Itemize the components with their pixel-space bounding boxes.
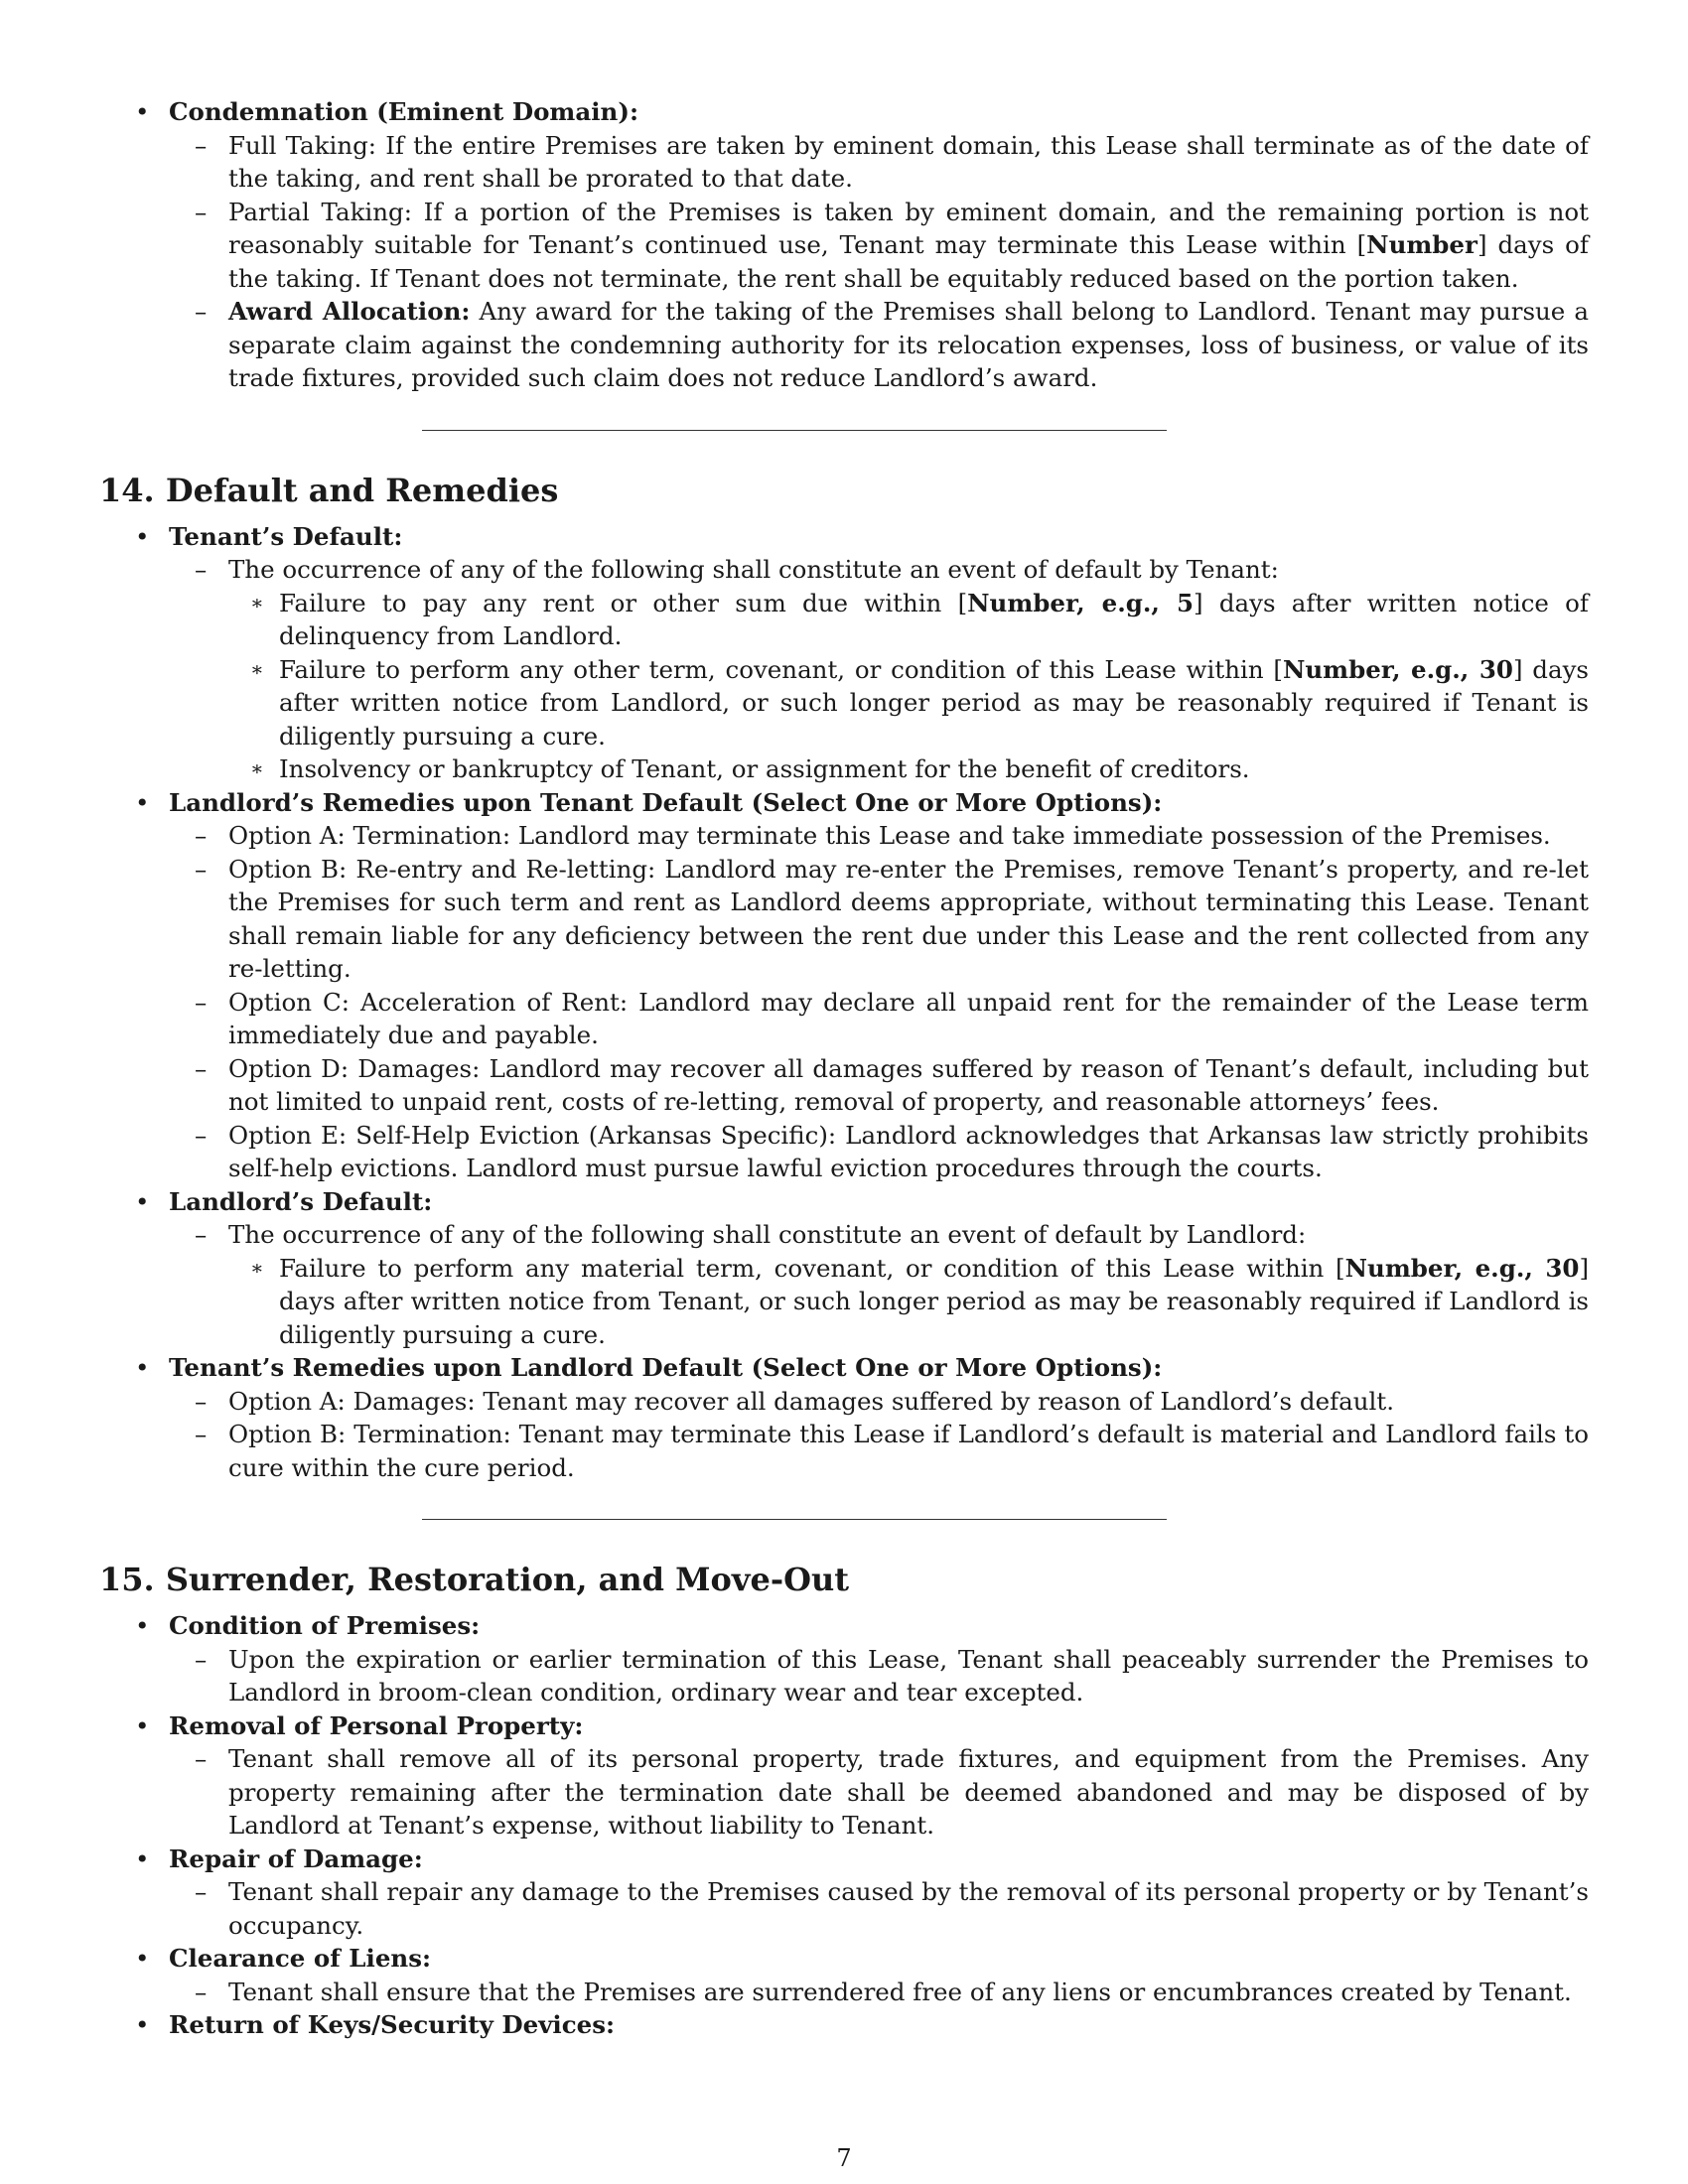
condition-text: ] days after written notice from Landlord, or such longer period as may be reasonably required if Tenant is diligently pursuing a cure. — [279, 654, 1589, 751]
star-mark: ∗ — [250, 1255, 264, 1280]
removal-of-property-text: Tenant shall remove all of its personal property, trade fixtures, and equipment from the Premises. Any property remaining after the termination date shall be deemed abandoned and may be disposed of by Landlord at Tenant’s expense, without liability to Tenant. — [228, 1744, 1589, 1840]
bullet-mark: • — [135, 1186, 150, 1216]
landlord-remedy-option-c — [99, 986, 1589, 1052]
partial-taking-placeholder: Number — [1366, 230, 1477, 259]
condition-text: Failure to perform any other term, covenant, or condition of this Lease within [ — [279, 654, 1283, 684]
partial-taking-text-b: ] days of the taking. If Tenant does not terminate, the rent shall be equitably reduced based on the portion taken. — [228, 230, 1590, 293]
section-14-heading: 14. Default and Remedies — [99, 471, 559, 509]
section-15-heading: 15. Surrender, Restoration, and Move-Out — [99, 1561, 850, 1598]
repair-of-damage-title: Repair of Damage: — [169, 1843, 423, 1873]
partial-taking-item — [99, 196, 1589, 296]
tenant-remedies-title: Tenant’s Remedies upon Landlord Default (Select One or More Options): — [169, 1353, 1163, 1382]
repair-of-damage-text-item — [99, 1875, 1589, 1942]
dash-mark: – — [195, 1120, 208, 1150]
dash-mark: – — [195, 1420, 208, 1448]
condition-placeholder: Number, e.g., 30 — [1344, 1253, 1580, 1283]
tenant-default-intro-item — [99, 553, 1589, 587]
dash-mark: – — [195, 1220, 208, 1249]
return-of-keys-item — [99, 2008, 1589, 2042]
removal-of-property-item — [99, 1709, 1589, 1743]
bullet-mark: • — [135, 521, 150, 551]
option-text: Option E: Self-Help Eviction (Arkansas Specific): Landlord acknowledges that Arkansas law strictly prohibits self-help evictions. Landlord must pursue lawful eviction procedures through the courts. — [228, 1120, 1589, 1182]
dash-mark: – — [195, 987, 208, 1017]
tenant-default-title: Tenant’s Default: — [169, 521, 403, 551]
option-text: Option D: Damages: Landlord may recover all damages suffered by reason of Tenant’s default, including but not limited to unpaid rent, costs of re-letting, removal of property, and reasonable attorneys’ fees. — [228, 1053, 1589, 1116]
dash-mark: – — [195, 854, 208, 884]
bullet-mark: • — [135, 1710, 150, 1740]
option-text: Option A: Damages: Tenant may recover all damages suffered by reason of Landlord’s default. — [228, 1386, 1394, 1416]
dash-mark: – — [195, 555, 208, 584]
removal-of-property-text-item — [99, 1742, 1589, 1843]
dash-mark: – — [195, 1877, 208, 1906]
clearance-of-liens-item — [99, 1942, 1589, 1976]
repair-of-damage-item — [99, 1843, 1589, 1876]
partial-taking-text-a: Partial Taking: If a portion of the Premises is taken by eminent domain, and the remaining portion is not reasonably suitable for Tenant’s continued use, Tenant may terminate this Lease within [ — [228, 197, 1589, 259]
dash-mark: – — [195, 130, 208, 160]
bullet-mark: • — [135, 2010, 150, 2039]
landlord-remedies-item — [99, 786, 1589, 820]
removal-of-property-title: Removal of Personal Property: — [169, 1710, 584, 1740]
condition-placeholder: Number, e.g., 5 — [967, 588, 1194, 617]
return-of-keys-title: Return of Keys/Security Devices: — [169, 2010, 616, 2039]
condition-of-premises-item — [99, 1609, 1589, 1643]
landlord-remedies-title: Landlord’s Remedies upon Tenant Default (Select One or More Options): — [169, 787, 1163, 817]
condition-placeholder: Number, e.g., 30 — [1282, 654, 1513, 684]
clearance-of-liens-title: Clearance of Liens: — [169, 1944, 432, 1973]
star-mark: ∗ — [250, 590, 264, 614]
dash-mark: – — [195, 197, 208, 226]
dash-mark: – — [195, 1744, 208, 1773]
full-taking-text: Full Taking: If the entire Premises are taken by eminent domain, this Lease shall terminate as of the date of the taking, and rent shall be prorated to that date. — [228, 130, 1589, 193]
landlord-remedy-option-e — [99, 1119, 1589, 1185]
option-text: Option B: Re-entry and Re-letting: Landlord may re-enter the Premises, remove Tenant’s property, and re-let the Premises for such term and rent as Landlord deems appropriate, without terminating this Lease. Tenant shall remain liable for any deficiency between the rent due under this Lease and the rent collected from any re-letting. — [228, 854, 1589, 983]
tenant-default-condition-1 — [99, 587, 1589, 653]
award-allocation-label: Award Allocation: — [228, 297, 471, 326]
page-number: 7 — [836, 2144, 852, 2172]
option-text: Option C: Acceleration of Rent: Landlord may declare all unpaid rent for the remainder of the Lease term immediately due and payable. — [228, 987, 1589, 1049]
condition-of-premises-text-item — [99, 1643, 1589, 1709]
tenant-remedy-option-a — [99, 1385, 1589, 1419]
landlord-remedy-option-d — [99, 1052, 1589, 1119]
condition-text: Insolvency or bankruptcy of Tenant, or assignment for the benefit of creditors. — [279, 754, 1250, 783]
tenant-default-condition-3 — [99, 752, 1589, 786]
document-page — [99, 95, 1589, 2042]
repair-of-damage-text: Tenant shall repair any damage to the Premises caused by the removal of its personal property or by Tenant’s occupancy. — [228, 1877, 1589, 1940]
award-allocation-item — [99, 295, 1589, 395]
star-mark: ∗ — [250, 656, 264, 681]
award-allocation-text: Any award for the taking of the Premises shall belong to Landlord. Tenant may pursue a separate claim against the condemning authority for its relocation expenses, loss of business, or value of its trade fixtures, provided such claim does not reduce Landlord’s award. — [228, 297, 1589, 392]
dash-mark: – — [195, 1053, 208, 1083]
bullet-mark: • — [135, 97, 150, 126]
dash-mark: – — [195, 1977, 208, 2006]
condition-of-premises-title: Condition of Premises: — [169, 1611, 481, 1640]
bullet-mark: • — [135, 1944, 150, 1973]
condition-text: ] days after written notice of delinquency from Landlord. — [279, 588, 1590, 650]
landlord-default-title: Landlord’s Default: — [169, 1186, 433, 1216]
tenant-default-intro: The occurrence of any of the following shall constitute an event of default by Tenant: — [228, 555, 1279, 584]
bullet-mark: • — [135, 1353, 150, 1382]
dash-mark: – — [195, 297, 208, 326]
full-taking-item — [99, 129, 1589, 196]
landlord-remedy-option-b — [99, 853, 1589, 986]
section-divider — [422, 430, 1167, 431]
dash-mark: – — [195, 1644, 208, 1674]
option-text: Option A: Termination: Landlord may terminate this Lease and take immediate possession of the Premises. — [228, 821, 1551, 850]
condition-text: ] days after written notice from Tenant, or such longer period as may be reasonably required if Landlord is diligently pursuing a cure. — [279, 1253, 1589, 1349]
bullet-mark: • — [135, 1611, 150, 1640]
option-text: Option B: Termination: Tenant may terminate this Lease if Landlord’s default is material and Landlord fails to cure within the cure period. — [228, 1420, 1589, 1482]
tenant-default-condition-2 — [99, 653, 1589, 753]
dash-mark: – — [195, 1386, 208, 1416]
clearance-of-liens-text-item — [99, 1976, 1589, 2009]
tenant-remedies-item — [99, 1351, 1589, 1385]
condemnation-title: Condemnation (Eminent Domain): — [169, 97, 638, 126]
landlord-default-condition-1 — [99, 1252, 1589, 1352]
tenant-default-item — [99, 520, 1589, 554]
bullet-mark: • — [135, 787, 150, 817]
landlord-default-item — [99, 1185, 1589, 1219]
landlord-default-intro: The occurrence of any of the following shall constitute an event of default by Landlord: — [228, 1220, 1307, 1249]
condition-text: Failure to perform any material term, covenant, or condition of this Lease within [ — [279, 1253, 1345, 1283]
condition-text: Failure to pay any rent or other sum due within [ — [279, 588, 968, 617]
condemnation-item — [99, 95, 1589, 129]
landlord-default-intro-item — [99, 1218, 1589, 1252]
star-mark: ∗ — [250, 756, 264, 780]
bullet-mark: • — [135, 1843, 150, 1873]
tenant-remedy-option-b — [99, 1418, 1589, 1484]
condition-of-premises-text: Upon the expiration or earlier termination of this Lease, Tenant shall peaceably surrender the Premises to Landlord in broom-clean condition, ordinary wear and tear excepted. — [228, 1644, 1589, 1706]
clearance-of-liens-text: Tenant shall ensure that the Premises are surrendered free of any liens or encumbrances created by Tenant. — [228, 1977, 1572, 2006]
section-divider — [422, 1519, 1167, 1520]
dash-mark: – — [195, 821, 208, 850]
landlord-remedy-option-a — [99, 819, 1589, 853]
